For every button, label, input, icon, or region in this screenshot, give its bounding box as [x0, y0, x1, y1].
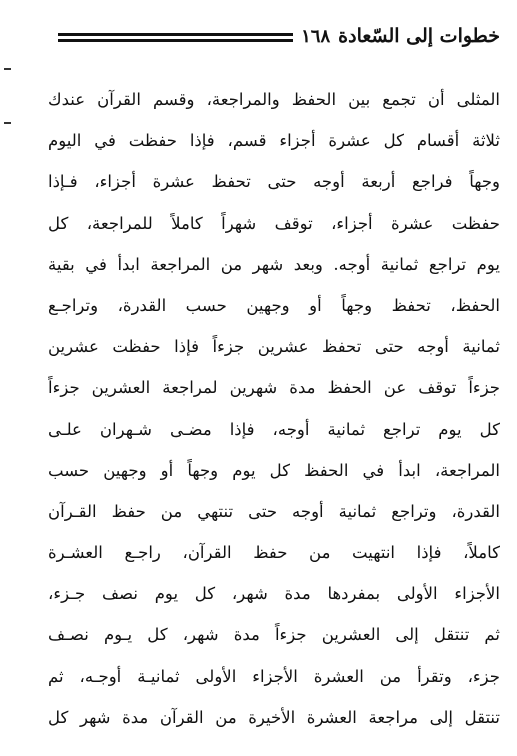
book-title: خطوات إلى السّعادة — [338, 25, 500, 47]
text-line: ثلاثة أقسام كل عشرة أجزاء قسم، فإذا حفظت في اليوم — [48, 131, 500, 151]
text-line: القدرة، وتراجع ثمانية أوجه حتى تنتهي من حفظ القـرآن — [48, 501, 500, 521]
running-header — [58, 20, 500, 52]
text-line: يوم تراجع ثمانية أوجه. وبعد شهر من المراجعة ابدأ في بقية — [48, 254, 500, 274]
text-line: ثمانية أوجه حتى تحفظ عشرين جزءاً فإذا حفظت عشرين — [48, 337, 500, 357]
body-text — [48, 85, 500, 744]
text-line: جزءاً توقف عن الحفظ مدة شهرين لمراجعة العشرين جزءاً — [48, 378, 500, 398]
text-line: تنتقل إلى مراجعة العشرة الأخيرة من القرآن مدة شهر كل — [48, 707, 500, 727]
text-line: الحفظ، تحفظ وجهاً أو وجهين حسب القدرة، وتراجـع — [48, 295, 500, 315]
page-number: ١٦٨ — [301, 25, 331, 47]
text-line: كاملاً، فإذا انتهيت من حفظ القرآن، راجـع العشـرة — [48, 543, 500, 563]
text-line: كل يوم تراجع ثمانية أوجه، فإذا مضـى شـهران علـى — [48, 419, 500, 439]
text-line: ثم تنتقل إلى العشرين جزءاً مدة شهر، كل يـوم نصـف — [48, 625, 500, 645]
text-line: الأجزاء الأولى بمفردها مدة شهر، كل يوم نصف جـزء، — [48, 584, 500, 604]
text-line: جزء، وتقرأ من العشرة الأجزاء الأولى ثمانيـة أوجـه، ثم — [48, 666, 500, 686]
text-line: حفظت عشرة أجزاء، توقف شهراً كاملاً للمراجعة، كل — [48, 213, 500, 233]
margin-mark — [4, 68, 11, 70]
text-line: المراجعة، ابدأ في الحفظ كل يوم وجهاً أو وجهين حسب — [48, 460, 500, 480]
text-line: وجهاً فراجع أربعة أوجه حتى تحفظ عشرة أجزاء، فـإذا — [48, 172, 500, 192]
text-line: المثلى أن تجمع بين الحفظ والمراجعة، وقسم القرآن عندك — [48, 90, 500, 109]
margin-mark — [4, 122, 11, 124]
header-rule — [58, 33, 293, 42]
